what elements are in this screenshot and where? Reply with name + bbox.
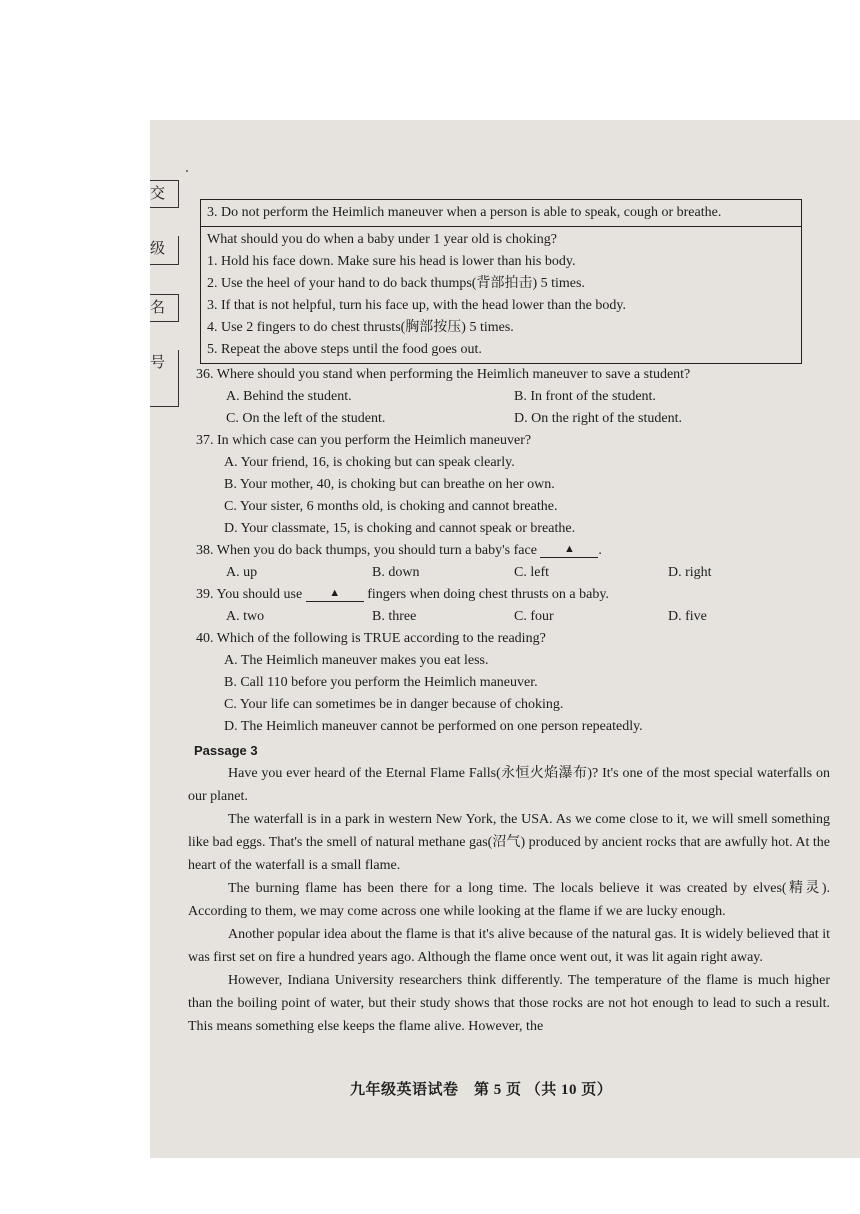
instructions-box: [200, 199, 802, 364]
page-content: [188, 199, 828, 1038]
question-37: 37. In which case can you perform the Heimlich maneuver?: [196, 433, 532, 448]
q38-option-c: C. left: [514, 565, 549, 580]
q39-stem-end: fingers when doing chest thrusts on a baby.: [367, 587, 609, 602]
side-label-class: 级: [150, 236, 179, 265]
blank-triangle-icon: ▲: [329, 587, 341, 599]
q39-option-a: A. two: [226, 609, 265, 624]
box-line: What should you do when a baby under 1 year old is choking?: [207, 232, 557, 247]
blank-triangle-icon: ▲: [563, 543, 575, 555]
answer-blank: [306, 585, 364, 602]
q39-option-d: D. five: [668, 609, 707, 624]
q36-option-c: C. On the left of the student.: [226, 411, 386, 426]
q39-stem-start: 39. You should use: [196, 587, 303, 602]
q38-option-b: B. down: [372, 565, 420, 580]
box-line: 3. If that is not helpful, turn his face up, with the head lower than the body.: [207, 298, 626, 313]
question-38: 38. When you do back thumps, you should turn a baby's face ▲ .: [196, 543, 602, 558]
q39-option-b: B. three: [372, 609, 417, 624]
paper-speck: [186, 170, 188, 172]
q37-option-b: B. Your mother, 40, is choking but can breathe on her own.: [224, 477, 555, 492]
q40-option-d: D. The Heimlich maneuver cannot be performed on one person repeatedly.: [224, 719, 643, 734]
passage-paragraph: The burning flame has been there for a long time. The locals believe it was created by elves(精灵). According to them, we may come across one while looking at the flame if we are lucky enough.: [188, 881, 830, 919]
q37-option-d: D. Your classmate, 15, is choking and cannot speak or breathe.: [224, 521, 576, 536]
q39-options: [226, 606, 828, 628]
q36-options-row2: [226, 408, 828, 430]
q37-option-c: C. Your sister, 6 months old, is choking and cannot breathe.: [224, 499, 558, 514]
baby-choking-steps: [201, 227, 801, 363]
q36-option-d: D. On the right of the student.: [514, 411, 682, 426]
answer-blank: [540, 541, 598, 558]
q38-option-d: D. right: [668, 565, 712, 580]
q40-option-a: A. The Heimlich maneuver makes you eat less.: [224, 653, 489, 668]
passage-paragraph: Another popular idea about the flame is that it's alive because of the natural gas. It is widely believed that it was first set on fire a hundred years ago. Although the flame once went out, it was lit again right away.: [188, 927, 830, 965]
passage-title: Passage 3: [194, 743, 258, 758]
page-footer: 九年级英语试卷 第 5 页 （共 10 页）: [350, 1082, 613, 1098]
q40-option-c: C. Your life can sometimes be in danger because of choking.: [224, 697, 564, 712]
q39-option-c: C. four: [514, 609, 554, 624]
passage-paragraph: The waterfall is in a park in western New York, the USA. As we come close to it, we will smell something like bad eggs. That's the smell of natural methane gas(沼气) produced by ancient rocks that are awfully hot. At the heart of the waterfall is a small flame.: [188, 812, 830, 873]
box-first-line: 3. Do not perform the Heimlich maneuver when a person is able to speak, cough or breathe.: [201, 200, 801, 227]
q36-options-row1: [226, 386, 828, 408]
q40-option-b: B. Call 110 before you perform the Heimlich maneuver.: [224, 675, 538, 690]
q38-stem: 38. When you do back thumps, you should turn a baby's face: [196, 543, 537, 558]
box-line: 1. Hold his face down. Make sure his head is lower than his body.: [207, 254, 576, 269]
passage-paragraph: However, Indiana University researchers think differently. The temperature of the flame is much higher than the boiling point of water, but their study shows that those rocks are not hot enough to lead to such a result. This means something else keeps the flame alive. However, the: [188, 973, 830, 1034]
question-40: 40. Which of the following is TRUE according to the reading?: [196, 631, 546, 646]
side-label-school: 交: [150, 180, 179, 208]
side-label-name: 名: [150, 294, 179, 322]
box-line: 2. Use the heel of your hand to do back thumps(背部拍击) 5 times.: [207, 276, 585, 291]
box-line: 5. Repeat the above steps until the food goes out.: [207, 342, 482, 357]
q36-option-a: A. Behind the student.: [226, 389, 352, 404]
q36-option-b: B. In front of the student.: [514, 389, 656, 404]
q37-option-a: A. Your friend, 16, is choking but can speak clearly.: [224, 455, 515, 470]
passage-paragraph: Have you ever heard of the Eternal Flame Falls(永恒火焰瀑布)? It's one of the most special waterfalls on our planet.: [188, 766, 830, 804]
question-36: 36. Where should you stand when performing the Heimlich maneuver to save a student?: [196, 367, 691, 382]
side-label-number: 号: [150, 350, 179, 407]
q38-options: [226, 562, 828, 584]
box-line: 4. Use 2 fingers to do chest thrusts(胸部按压) 5 times.: [207, 320, 514, 335]
question-39: [196, 584, 828, 606]
q38-option-a: A. up: [226, 565, 258, 580]
